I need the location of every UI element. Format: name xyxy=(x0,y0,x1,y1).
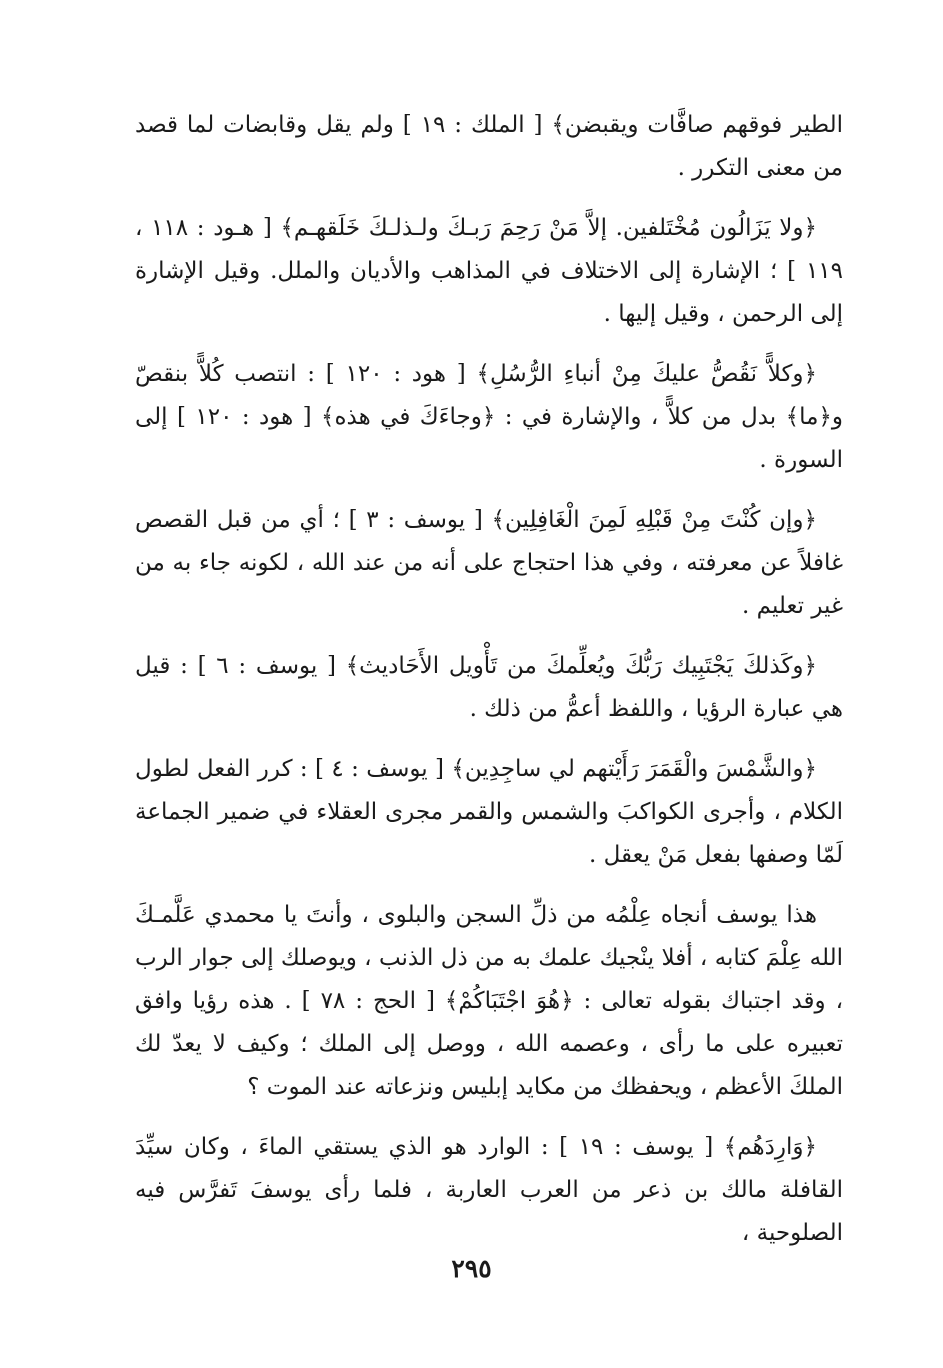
paragraph-1: الطير فوقهم صافَّات ويقبضن﴾ [ الملك : ١٩ ] ولم يقل وقابضات لما قصد من معنى التكرر . xyxy=(135,112,843,181)
page-body xyxy=(135,104,843,1272)
paragraph-4: ﴿وإن كُنْتَ مِنْ قَبْلِهِ لَمِنَ الْغَافِلِين﴾ [ يوسف : ٣ ] ؛ أي من قبل القصص غافلاً عن معرفته ، وفي هذا احتجاج على أنه من عند الله ، لكونه جاء به من غير تعليم . xyxy=(135,507,843,619)
paragraph-3: ﴿وكلاًّ نَقُصُّ عليكَ مِنْ أنباءِ الرُّسُلِ﴾ [ هود : ١٢٠ ] : انتصب كُلاًّ بنقصّ و﴿ما﴾ بدل من كلاًّ ، والإشارة في : ﴿وجاءَكَ في هذه﴾ [ هود : ١٢٠ ] إلى السورة . xyxy=(135,361,843,473)
paragraph-8: ﴿وَارِدَهُم﴾ [ يوسف : ١٩ ] : الوارد هو الذي يستقي الماءَ ، وكان سيِّدَ القافلة مالك بن ذعر من العرب العاربة ، فلما رأى يوسفَ تَفرَّس فيه الصلوحية ، xyxy=(135,1134,843,1246)
paragraph-2: ﴿ولا يَزَالُون مُخْتَلفين. إلاَّ مَنْ رَحِمَ رَبـكَ ولـذلـكَ خَلَقهـم﴾ [ هـود : ١١٨ ، ١١٩ ] ؛ الإشارة إلى الاختلاف في المذاهب والأديان والملل. وقيل الإشارة إلى الرحمن ، وقيل إليها . xyxy=(135,215,843,327)
paragraph-5: ﴿وكَذلكَ يَجْتَبِيك رَبُّكَ ويُعلِّمكَ من تَأْويل الأَحَاديث﴾ [ يوسف : ٦ ] : قيل هي عبارة الرؤيا ، واللفظ أعمُّ من ذلك . xyxy=(135,653,843,722)
paragraph-6: ﴿والشَّمْسَ والْقَمَرَ رَأَيْتهم لي ساجِدِين﴾ [ يوسف : ٤ ] : كرر الفعل لطول الكلام ، وأجرى الكواكبَ والشمس والقمر مجرى العقلاء في ضمير الجماعة لَمّا وصفها بفعل مَنْ يعقل . xyxy=(135,756,843,868)
paragraph-7: هذا يوسف أنجاه عِلْمُه من ذلِّ السجن والبلوى ، وأنتَ يا محمدي عَلَّمـكَ الله عِلْمَ كتابه ، أفلا ينْجيك علمك به من ذل الذنب ، ويوصلك إلى جوار الرب ، وقد اجتباك بقوله تعالى : ﴿هُوَ اجْتَبَاكُمْ﴾ [ الحج : ٧٨ ] . هذه رؤيا وافق تعبيره على ما رأى ، وعصمه الله ، ووصل إلى الملك ؛ وكيف لا يعدّ لك الملكَ الأعظم ، ويحفظك من مكايد إبليس ونزعاته عند الموت ؟ xyxy=(135,902,843,1100)
page-number: ٢٩٥ xyxy=(451,1254,492,1283)
